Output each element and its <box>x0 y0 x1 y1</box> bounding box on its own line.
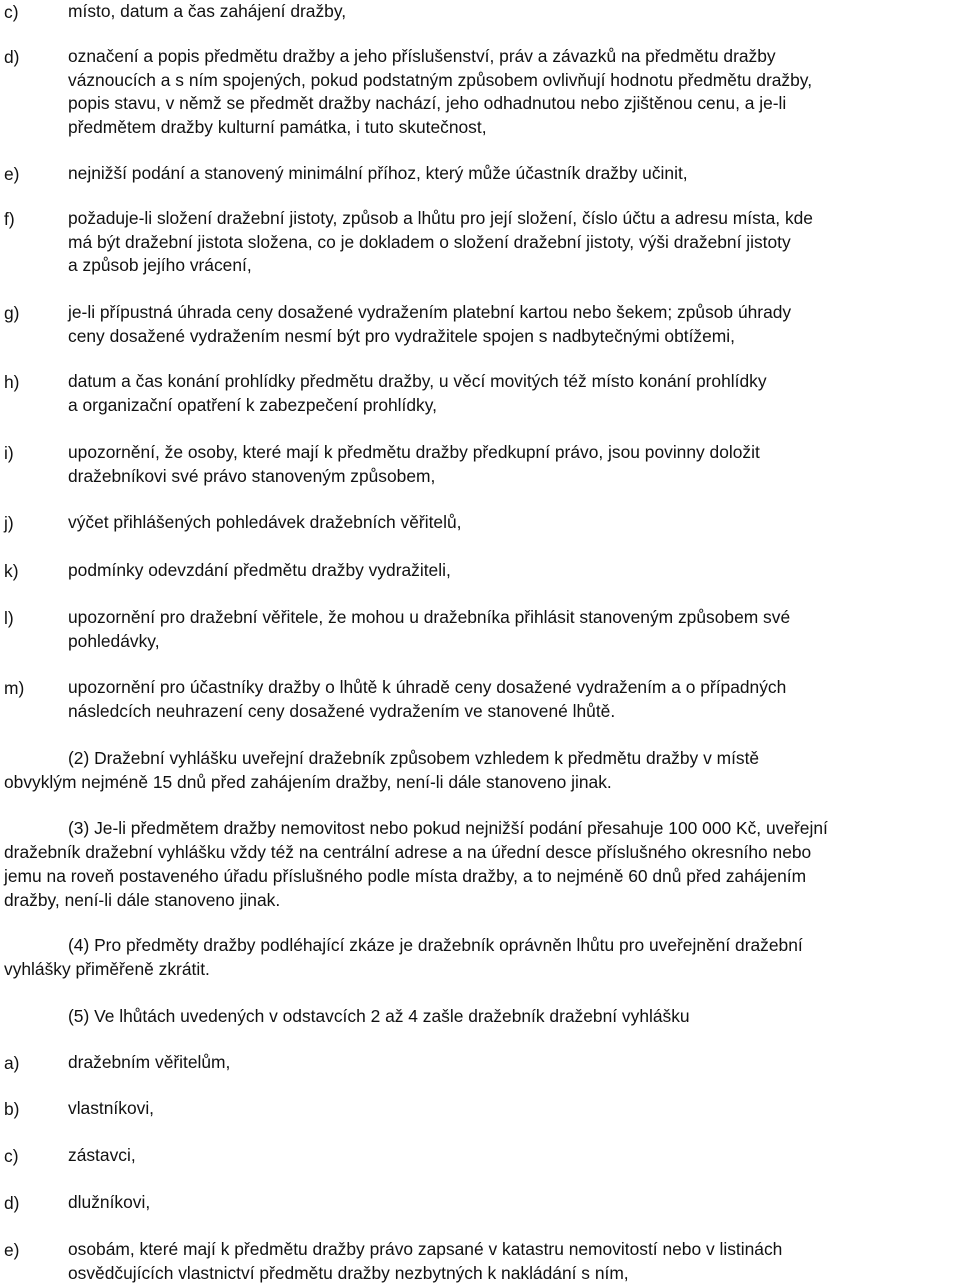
text-line: dražebník dražební vyhlášku vždy též na centrální adrese a na úřední desce příslušného okresního nebo <box>4 842 812 862</box>
list-item-text <box>68 207 958 278</box>
list-marker: d) <box>4 47 20 67</box>
list-marker: c) <box>4 2 19 22</box>
text-line: popis stavu, v němž se předmět dražby nachází, jeho odhadnutou nebo zjištěnou cenu, a je-li <box>68 93 787 113</box>
text-line: datum a čas konání prohlídky předmětu dražby, u věcí movitých též místo konání prohlídky <box>68 371 767 391</box>
list-marker: a) <box>4 1053 20 1073</box>
text-line: upozornění pro účastníky dražby o lhůtě k úhradě ceny dosažené vydražením a o případných <box>68 677 787 697</box>
text-line: dražby, není-li dále stanoveno jinak. <box>4 890 281 910</box>
text-line: výčet přihlášených pohledávek dražebních věřitelů, <box>68 512 462 532</box>
list-item-text <box>68 301 958 348</box>
paragraph-4 <box>4 933 960 981</box>
list-item-text <box>68 0 958 24</box>
list-item-text <box>68 511 958 535</box>
list-marker: c) <box>4 1146 19 1166</box>
text-line: (3) Je-li předmětem dražby nemovitost nebo pokud nejnižší podání přesahuje 100 000 Kč, uveřejní <box>68 818 828 838</box>
list-item-text <box>68 559 958 583</box>
list-item-text <box>68 1191 958 1215</box>
text-line: nejnižší podání a stanovený minimální příhoz, který může účastník dražby učinit, <box>68 163 688 183</box>
text-line: a organizační opatření k zabezpečení prohlídky, <box>68 394 437 415</box>
text-line: upozornění, že osoby, které mají k předmětu dražby předkupní právo, jsou povinny doložit <box>68 442 760 462</box>
text-line: požaduje-li složení dražební jistoty, způsob a lhůtu pro její složení, číslo účtu a adresu místa, kde <box>68 208 813 228</box>
text-line: má být dražební jistota složena, co je dokladem o složení dražební jistoty, výši dražební jistoty <box>68 231 791 252</box>
list-marker: b) <box>4 1099 20 1119</box>
text-line: pohledávky, <box>68 630 160 651</box>
text-line: zástavci, <box>68 1145 136 1165</box>
text-line: (5) Ve lhůtách uvedených v odstavcích 2 až 4 zašle dražebník dražební vyhlášku <box>68 1006 690 1026</box>
text-line: váznoucích a s ním spojených, pokud podstatným způsobem ovlivňují hodnotu předmětu dražby, <box>68 69 813 90</box>
list-marker: d) <box>4 1193 20 1213</box>
text-line: jemu na roveň postaveného úřadu příslušného podle místa dražby, a to nejméně 60 dnů před zahájením <box>4 866 807 886</box>
list-marker: e) <box>4 1240 20 1260</box>
text-line: osvědčujících vlastnictví předmětu dražby nezbytných k nakládání s ním, <box>68 1262 629 1283</box>
list-item-text <box>68 370 958 417</box>
list-item-text <box>68 1051 958 1075</box>
list-item-text <box>68 676 958 723</box>
text-line: dlužníkovi, <box>68 1192 151 1212</box>
list-item-text <box>68 45 958 139</box>
text-line: místo, datum a čas zahájení dražby, <box>68 1 347 21</box>
list-marker: g) <box>4 303 20 323</box>
list-marker: m) <box>4 678 25 698</box>
list-item-text <box>68 1144 958 1168</box>
text-line: obvyklým nejméně 15 dnů před zahájením dražby, není-li dále stanoveno jinak. <box>4 772 612 792</box>
text-line: vyhlášky přiměřeně zkrátit. <box>4 959 210 979</box>
paragraph-5 <box>4 1004 960 1028</box>
text-line: upozornění pro dražební věřitele, že mohou u dražebníka přihlásit stanoveným způsobem své <box>68 607 791 627</box>
list-item-text <box>68 441 958 488</box>
paragraph-2 <box>4 746 960 794</box>
paragraph-3 <box>4 816 960 912</box>
text-line: ceny dosažené vydražením nesmí být pro vydražitele spojen s nadbytečnými obtížemi, <box>68 325 735 346</box>
list-marker: j) <box>4 513 14 533</box>
text-line: (2) Dražební vyhlášku uveřejní dražebník způsobem vzhledem k předmětu dražby v místě <box>68 748 760 768</box>
list-marker: k) <box>4 561 19 581</box>
list-marker: i) <box>4 443 14 463</box>
text-line: dražebním věřitelům, <box>68 1052 231 1072</box>
text-line: předmětem dražby kulturní památka, i tuto skutečnost, <box>68 116 487 137</box>
text-line: dražebníkovi své právo stanoveným způsobem, <box>68 465 436 486</box>
text-line: podmínky odevzdání předmětu dražby vydražiteli, <box>68 560 451 580</box>
text-line: (4) Pro předměty dražby podléhající zkáze je dražebník oprávněn lhůtu pro uveřejnění dražební <box>68 935 803 955</box>
list-item-text <box>68 606 958 653</box>
text-line: osobám, které mají k předmětu dražby právo zapsané v katastru nemovitostí nebo v listinách <box>68 1239 783 1259</box>
list-marker: e) <box>4 164 20 184</box>
list-marker: f) <box>4 209 15 229</box>
list-marker: h) <box>4 372 20 392</box>
text-line: a způsob jejího vrácení, <box>68 255 252 275</box>
text-line: vlastníkovi, <box>68 1098 155 1118</box>
list-item-text <box>68 1097 958 1121</box>
list-item-text <box>68 1238 958 1285</box>
text-line: následcích neuhrazení ceny dosažené vydražením ve stanovené lhůtě. <box>68 700 616 721</box>
text-line: označení a popis předmětu dražby a jeho příslušenství, práv a závazků na předmětu dražby <box>68 46 776 66</box>
text-line: je-li přípustná úhrada ceny dosažené vydražením platební kartou nebo šekem; způsob úhrady <box>68 302 792 322</box>
list-item-text <box>68 162 958 186</box>
list-marker: l) <box>4 608 14 628</box>
